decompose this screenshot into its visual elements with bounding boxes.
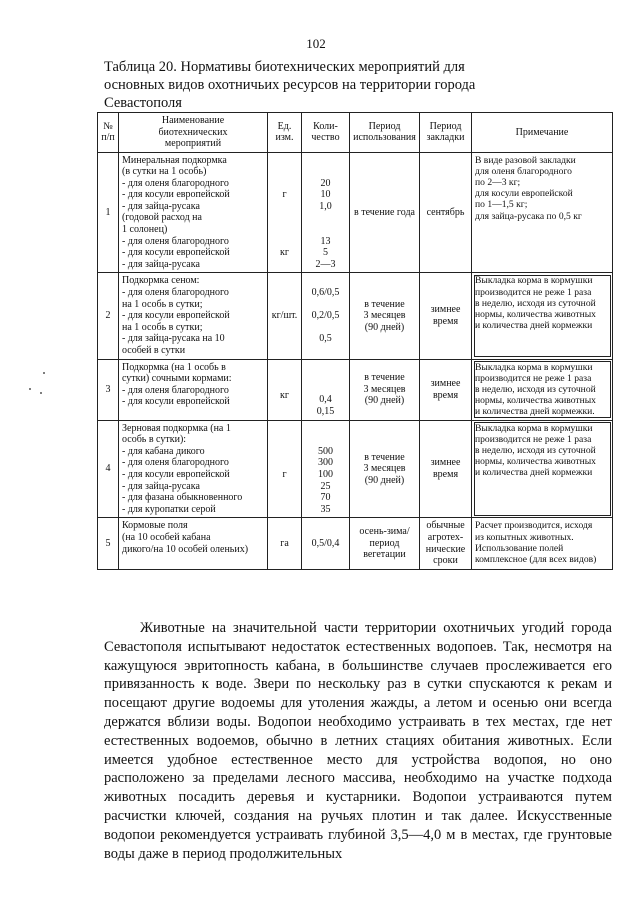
- cell-line: [271, 446, 298, 458]
- cell-line: [271, 492, 298, 504]
- cell-line: - для оленя благородного: [122, 287, 229, 299]
- cell-line: [271, 236, 298, 248]
- cell-line: для косули европейской: [475, 188, 573, 200]
- row-note: [472, 152, 613, 273]
- cell-line: мероприятий: [164, 138, 222, 149]
- cell-line: (на 10 особей кабана: [122, 531, 211, 543]
- cell-line: кг/шт.: [271, 310, 298, 322]
- cell-line: на 1 особь в сутки;: [122, 321, 203, 333]
- scan-speck: [40, 392, 42, 394]
- cell-line: [271, 166, 298, 178]
- cell-line: (90 дней): [364, 395, 405, 407]
- cell-line: (в сутки на 1 особь): [122, 166, 207, 178]
- cell-line: для зайца-русака по 0,5 кг: [475, 210, 582, 222]
- table-row: [98, 359, 613, 420]
- cell-line: кг: [280, 389, 289, 401]
- row-unit: [268, 518, 302, 569]
- cell-line: особь в сутки):: [122, 434, 187, 446]
- cell-line: 0,6/0,5: [311, 287, 340, 299]
- cell-line: [271, 333, 298, 345]
- cell-line: Выкладка корма в кормушки: [475, 422, 593, 434]
- cell-line: 3 месяцев: [363, 463, 406, 475]
- row-period: [350, 359, 420, 420]
- cell-line: 0,4: [319, 394, 332, 406]
- cell-line: по 1—1,5 кг;: [475, 199, 528, 211]
- cell-line: комплексное (для всех видов): [475, 553, 597, 565]
- cell-line: - для куропатки серой: [122, 503, 216, 515]
- cell-line: - для косули европейской: [122, 189, 230, 201]
- cell-line: и количества дней кормежки.: [475, 406, 595, 418]
- header-note: [472, 113, 613, 153]
- cell-line: Наименование: [161, 115, 225, 126]
- header-qty: [302, 113, 350, 153]
- cell-line: Примечание: [515, 126, 569, 138]
- row-tab: [420, 152, 472, 273]
- cell-line: [305, 371, 346, 383]
- cell-line: зимнее: [430, 304, 461, 316]
- cell-line: - для зайца-русака на 10: [122, 333, 225, 345]
- row-qty: [302, 359, 350, 420]
- cell-line: 35: [320, 503, 331, 515]
- body-paragraph-block: [104, 619, 612, 863]
- cell-line: Ед.: [277, 120, 292, 132]
- header-tab: [420, 113, 472, 153]
- cell-line: производится не реже 1 раза: [475, 372, 592, 384]
- cell-line: 3 месяцев: [363, 310, 406, 322]
- cell-line: осень-зима/: [359, 526, 410, 538]
- cell-line: 3 месяцев: [363, 383, 406, 395]
- cell-line: Коли-: [313, 120, 338, 132]
- cell-line: сутки) сочными кормами:: [122, 373, 232, 385]
- cell-line: [271, 345, 298, 357]
- cell-line: 100: [318, 468, 333, 480]
- cell-line: дикого/на 10 особей оленьих): [122, 543, 249, 555]
- header-num: [98, 113, 119, 153]
- scan-speck: [29, 388, 31, 390]
- cell-line: Использование полей: [475, 542, 564, 554]
- cell-line: Расчет производится, исходя: [475, 520, 593, 532]
- cell-line: закладки: [426, 132, 465, 144]
- cell-line: зимнее: [430, 457, 461, 469]
- cell-line: сроки: [433, 555, 458, 567]
- cell-line: по 2—3 кг;: [475, 176, 521, 188]
- cell-line: г: [282, 189, 287, 201]
- row-num: 3: [98, 359, 119, 420]
- cell-line: производится не реже 1 раза: [475, 286, 592, 298]
- cell-line: изм.: [275, 132, 294, 144]
- cell-line: нормы, количества животных: [475, 309, 596, 321]
- cell-line: [271, 299, 298, 311]
- cell-line: Выкладка корма в кормушки: [475, 275, 593, 287]
- cell-line: Кормовые поля: [122, 520, 188, 532]
- cell-line: производится не реже 1 раза: [475, 433, 592, 445]
- cell-line: - для зайца-русака: [122, 200, 200, 212]
- cell-line: [305, 275, 346, 287]
- cell-line: Минеральная подкормка: [122, 154, 227, 166]
- header-period: [350, 113, 420, 153]
- row-unit: [268, 273, 302, 359]
- cell-line: - для кабана дикого: [122, 445, 205, 457]
- cell-line: - для косули европейской: [122, 310, 230, 322]
- header-unit: [268, 113, 302, 153]
- row-name: [119, 359, 268, 420]
- cell-line: [305, 212, 346, 224]
- cell-line: обычные: [426, 520, 465, 532]
- cell-line: [271, 378, 298, 390]
- cell-line: [271, 275, 298, 287]
- cell-line: [305, 345, 346, 357]
- row-qty: [302, 273, 350, 359]
- row-period: [350, 152, 420, 273]
- cell-line: чество: [311, 132, 340, 144]
- cell-line: 70: [320, 492, 331, 504]
- cell-line: [305, 322, 346, 334]
- cell-line: 0,2/0,5: [311, 310, 340, 322]
- cell-line: п/п: [101, 132, 115, 144]
- cell-line: [271, 212, 298, 224]
- row-tab: [420, 273, 472, 359]
- cell-line: (90 дней): [364, 321, 405, 333]
- cell-line: время: [432, 468, 459, 480]
- cell-line: время: [432, 389, 459, 401]
- cell-line: [271, 366, 298, 378]
- cell-line: и количества дней кормежки: [475, 467, 593, 479]
- cell-line: [271, 224, 298, 236]
- cell-line: [271, 287, 298, 299]
- table-row: [98, 273, 613, 359]
- row-note: [472, 518, 613, 569]
- row-tab: [420, 420, 472, 518]
- cell-line: в неделю, исходя из суточной: [475, 297, 596, 309]
- row-name: [119, 273, 268, 359]
- row-tab: [420, 359, 472, 420]
- cell-line: 25: [320, 480, 331, 492]
- page-number: 102: [306, 36, 326, 51]
- cell-line: сентябрь: [426, 206, 465, 218]
- cell-line: 13: [320, 235, 331, 247]
- cell-line: нормы, количества животных: [475, 395, 596, 407]
- cell-line: (годовой расход на: [122, 212, 202, 224]
- cell-line: - для оленя благородного: [122, 457, 229, 469]
- cell-line: [271, 155, 298, 167]
- row-name: [119, 152, 268, 273]
- table-row: [98, 420, 613, 518]
- row-unit: [268, 420, 302, 518]
- cell-line: [305, 155, 346, 167]
- row-unit: [268, 152, 302, 273]
- cell-line: [305, 299, 346, 311]
- cell-line: нические: [425, 543, 466, 555]
- cell-line: из копытных животных.: [475, 531, 574, 543]
- cell-line: агротех-: [427, 531, 464, 543]
- cell-line: [271, 457, 298, 469]
- cell-line: [271, 178, 298, 190]
- body-paragraph: Животные на значительной части территории охотничьих угодий города Севастополя испытывают недостаток естественных водопоев. Так, несмотря на кажущуюся эвритопность кабана, в большинстве случаев прослеживается его привязанность к воде. Звери по нескольку раз в сутки спускаются к рекам и посещают другие водоемы для утоления жажды, а летом и осенью они всегда держатся вблизи воды. Водопои необходимо устраивать в тех местах, где нет естественных водоемов, обычно в летних стациях обитания животных. Если имеется удобное естественное место для устройства водопоя, но оно расположено за пределами лесного массива, необходимо на участке подхода животных посадить деревья и кустарники. Водопои устраиваются путем расчистки ключей, создания на ручьях плотин и так далее. Искусственные водопои рекомендуется устраивать глубиной 3,5—4,0 м в местах, где грунтовые воды даже в период продолжительных: [104, 620, 612, 862]
- row-qty: [302, 420, 350, 518]
- cell-line: г: [282, 468, 287, 480]
- cell-line: в течение года: [354, 206, 415, 218]
- row-period: [350, 420, 420, 518]
- row-qty: [302, 152, 350, 273]
- row-note: [472, 359, 613, 420]
- cell-line: 300: [318, 457, 333, 469]
- table-caption: Таблица 20. Нормативы биотехнических мероприятий для основных видов охотничьих ресурсов на территории города Севастополя: [104, 59, 476, 111]
- cell-line: на 1 особь в сутки;: [122, 298, 203, 310]
- row-note: [472, 273, 613, 359]
- table-row: [98, 518, 613, 569]
- cell-line: в неделю, исходя из суточной: [475, 384, 596, 395]
- cell-line: В виде разовой закладки: [475, 154, 576, 166]
- cell-line: 500: [318, 445, 333, 457]
- table-row: [98, 152, 613, 273]
- cell-line: - для фазана обыкновенного: [122, 492, 243, 504]
- table-header-row: [98, 113, 613, 153]
- row-period: [350, 518, 420, 569]
- row-name: [119, 420, 268, 518]
- row-num: 1: [98, 152, 119, 273]
- cell-line: №: [103, 120, 113, 132]
- cell-line: биотехнических: [158, 126, 228, 138]
- row-note: [472, 420, 613, 518]
- cell-line: в течение: [364, 451, 405, 463]
- cell-line: 1,0: [319, 200, 332, 212]
- norms-table: [97, 112, 613, 570]
- cell-line: [305, 224, 346, 236]
- cell-line: [271, 201, 298, 213]
- cell-line: - для зайца-русака: [122, 480, 200, 492]
- cell-line: в неделю, исходя из суточной: [475, 445, 596, 457]
- cell-line: в течение: [364, 372, 405, 384]
- cell-line: [271, 434, 298, 446]
- row-tab: [420, 518, 472, 569]
- cell-line: зимнее: [430, 378, 461, 389]
- cell-line: нормы, количества животных: [475, 456, 596, 468]
- cell-line: (90 дней): [364, 474, 405, 486]
- cell-line: [305, 423, 346, 435]
- cell-line: для оленя благородного: [475, 165, 572, 177]
- cell-line: - для оленя благородного: [122, 384, 229, 396]
- cell-line: - для косули европейской: [122, 468, 230, 480]
- cell-line: особей в сутки: [122, 345, 186, 356]
- cell-line: Зерновая подкормка (на 1: [122, 422, 231, 434]
- cell-line: время: [432, 316, 459, 328]
- cell-line: [271, 481, 298, 493]
- cell-line: использования: [353, 132, 416, 144]
- cell-line: га: [280, 537, 289, 549]
- cell-line: Период: [429, 120, 462, 132]
- cell-line: в течение: [364, 298, 405, 310]
- cell-line: [271, 322, 298, 334]
- cell-line: Выкладка корма в кормушки: [475, 361, 593, 373]
- cell-line: [271, 504, 298, 516]
- cell-line: [271, 259, 298, 271]
- row-period: [350, 273, 420, 359]
- cell-line: и количества дней кормежки: [475, 320, 593, 332]
- row-qty: [302, 518, 350, 569]
- cell-line: период: [369, 537, 400, 549]
- cell-line: Период: [368, 120, 401, 132]
- header-name: [119, 113, 268, 153]
- cell-line: кг: [280, 247, 289, 259]
- cell-line: 10: [320, 189, 331, 201]
- cell-line: - для косули европейской: [122, 396, 230, 408]
- cell-line: 1 солонец): [122, 224, 168, 236]
- row-unit: [268, 359, 302, 420]
- cell-line: вегетации: [363, 549, 406, 561]
- cell-line: 2—3: [315, 258, 336, 270]
- cell-line: [271, 401, 298, 413]
- cell-line: - для зайца-русака: [122, 258, 200, 270]
- cell-line: [305, 434, 346, 446]
- cell-line: Подкормка (на 1 особь в: [122, 361, 226, 373]
- cell-line: Подкормка сеном:: [122, 275, 200, 287]
- cell-line: 5: [323, 247, 328, 259]
- cell-line: 20: [320, 177, 331, 189]
- cell-line: 0,5: [319, 333, 332, 345]
- cell-line: 0,15: [316, 406, 335, 418]
- cell-line: - для оленя благородного: [122, 235, 229, 247]
- row-name: [119, 518, 268, 569]
- cell-line: [271, 423, 298, 435]
- scan-speck: [43, 372, 45, 374]
- row-num: 2: [98, 273, 119, 359]
- row-num: 4: [98, 420, 119, 518]
- cell-line: 0,5/0,4: [311, 537, 340, 549]
- cell-line: - для косули европейской: [122, 247, 230, 259]
- row-num: 5: [98, 518, 119, 569]
- cell-line: [305, 166, 346, 178]
- cell-line: - для оленя благородного: [122, 177, 229, 189]
- cell-line: [305, 383, 346, 395]
